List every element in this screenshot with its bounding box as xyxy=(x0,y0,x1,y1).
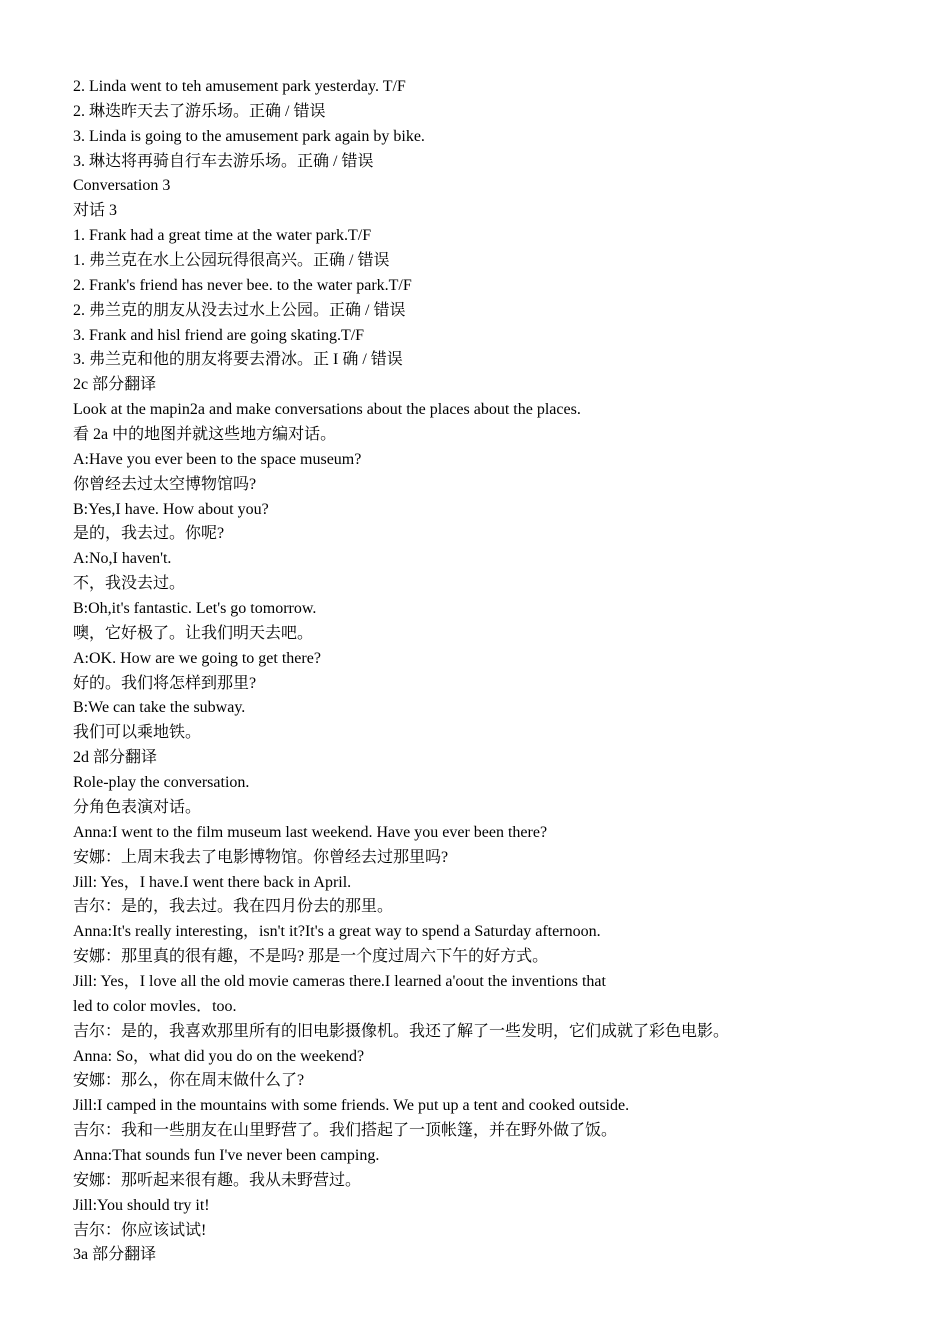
dialogue-line: A:Have you ever been to the space museum? xyxy=(73,450,362,468)
text-line: 2. 弗兰克的朋友从没去过水上公园。正确 / 错误 xyxy=(73,301,406,319)
text-line: Look at the mapin2a and make conversations about the places about the places. xyxy=(73,401,581,419)
text-line: 1. 弗兰克在水上公园玩得很高兴。正确 / 错误 xyxy=(73,252,390,270)
dialogue-line: 好的。我们将怎样到那里? xyxy=(73,674,257,692)
dialogue-line: Anna:It's really interesting，isn't it?It's a great way to spend a Saturday afternoon. xyxy=(73,923,601,941)
section-heading: 3a 部分翻译 xyxy=(73,1246,157,1264)
section-heading: 对话 3 xyxy=(73,202,118,220)
dialogue-line: 安娜：上周末我去了电影博物馆。你曾经去过那里吗? xyxy=(73,848,449,866)
text-line: 分角色表演对话。 xyxy=(73,798,202,816)
text-line: 3. 琳达将再骑自行车去游乐场。正确 / 错误 xyxy=(73,152,374,170)
dialogue-line: A:OK. How are we going to get there? xyxy=(73,649,321,667)
text-line: 3. Linda is going to the amusement park again by bike. xyxy=(73,127,425,145)
dialogue-line: 你曾经去过太空博物馆吗? xyxy=(73,475,257,493)
text-line: 3. Frank and hisl friend are going skating.T/F xyxy=(73,326,365,344)
dialogue-line: 噢，它好极了。让我们明天去吧。 xyxy=(73,624,314,642)
text-line: 2. Frank's friend has never bee. to the water park.T/F xyxy=(73,276,412,294)
dialogue-line: A:No,I haven't. xyxy=(73,550,172,568)
document-page xyxy=(73,75,913,1268)
text-line: Role-play the conversation. xyxy=(73,774,250,792)
dialogue-line: 是的，我去过。你呢? xyxy=(73,525,225,543)
dialogue-line: 吉尔：是的，我去过。我在四月份去的那里。 xyxy=(73,898,394,916)
dialogue-line: 安娜：那听起来很有趣。我从未野营过。 xyxy=(73,1171,362,1189)
section-heading: 2c 部分翻译 xyxy=(73,376,157,394)
dialogue-line: led to color movles．too. xyxy=(73,997,237,1015)
dialogue-line: 我们可以乘地铁。 xyxy=(73,724,202,742)
text-line: 2. Linda went to teh amusement park yesterday. T/F xyxy=(73,78,406,95)
dialogue-line: B:Oh,it's fantastic. Let's go tomorrow. xyxy=(73,600,317,618)
dialogue-line: Jill: Yes，I have.I went there back in April. xyxy=(73,873,352,891)
dialogue-line: 安娜：那么，你在周末做什么了? xyxy=(73,1072,305,1090)
dialogue-line: 安娜：那里真的很有趣，不是吗? 那是一个度过周六下午的好方式。 xyxy=(73,948,549,966)
dialogue-line: Anna:I went to the film museum last weekend. Have you ever been there? xyxy=(73,823,548,841)
dialogue-line: 吉尔：是的，我喜欢那里所有的旧电影摄像机。我还了解了一些发明，它们成就了彩色电影。 xyxy=(73,1022,730,1040)
section-heading: Conversation 3 xyxy=(73,177,171,195)
dialogue-line: Jill:You should try it! xyxy=(73,1196,210,1214)
section-heading: 2d 部分翻译 xyxy=(73,749,158,767)
dialogue-line: 不，我没去过。 xyxy=(73,575,186,593)
dialogue-line: Jill:I camped in the mountains with some friends. We put up a tent and cooked outside. xyxy=(73,1097,630,1115)
dialogue-line: B:Yes,I have. How about you? xyxy=(73,500,269,518)
text-line: 2. 琳迭昨天去了游乐场。正确 / 错误 xyxy=(73,102,326,120)
text-line: 看 2a 中的地图并就这些地方编对话。 xyxy=(73,426,337,444)
text-line: 3. 弗兰克和他的朋友将要去滑冰。正 I 确 / 错误 xyxy=(73,351,403,369)
dialogue-line: Anna:That sounds fun I've never been camping. xyxy=(73,1146,380,1164)
dialogue-line: 吉尔：你应该试试! xyxy=(73,1221,207,1239)
dialogue-line: B:We can take the subway. xyxy=(73,699,246,717)
text-line: 1. Frank had a great time at the water park.T/F xyxy=(73,227,372,245)
dialogue-line: Anna: So，what did you do on the weekend? xyxy=(73,1047,365,1065)
dialogue-line: 吉尔：我和一些朋友在山里野营了。我们搭起了一顶帐篷，并在野外做了饭。 xyxy=(73,1122,618,1140)
dialogue-line: Jill: Yes，I love all the old movie cameras there.I learned a'oout the inventions that xyxy=(73,972,606,990)
